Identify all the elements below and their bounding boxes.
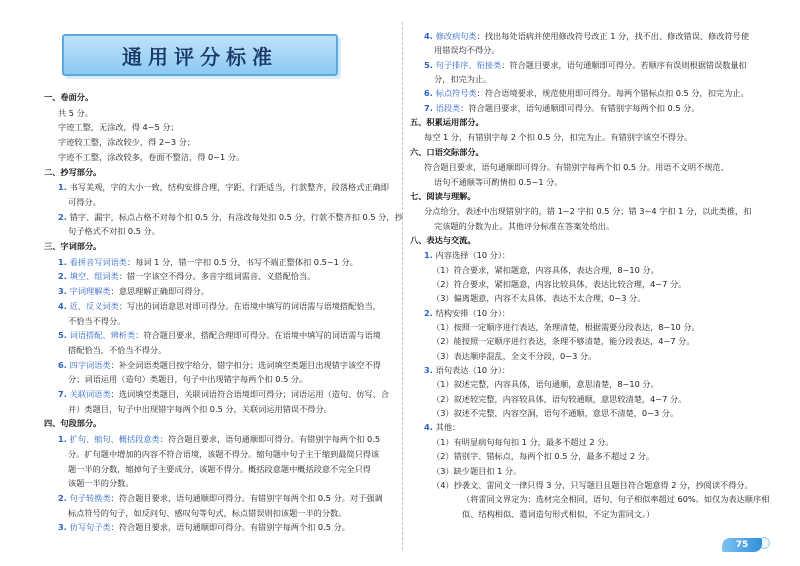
sub-item <box>432 265 659 276</box>
continuation-line <box>68 404 332 415</box>
continuation-line <box>434 221 614 232</box>
item-text: 八、表达与交流。 <box>410 234 476 245</box>
item-number: 4. <box>424 422 436 433</box>
item-category: 关联词语类 <box>69 389 111 399</box>
item-number: 5. <box>424 59 436 70</box>
sub-item <box>432 466 521 477</box>
item-category: 句子排序、衔接类 <box>435 59 502 70</box>
numbered-item <box>58 330 381 341</box>
item-number: 1. <box>58 434 70 445</box>
item-text: 标点符号的句子，如反问句、感叹句等句式，标点错误则扣该题一半的分数。 <box>68 507 347 518</box>
item-text: ：符合题目要求，语句通顺即可得分。有错别字每两个扣 0.5 分。对于强调 <box>110 492 383 503</box>
item-number: 4. <box>424 31 436 41</box>
item-text: 可得分。 <box>68 196 101 207</box>
section-heading <box>44 241 101 252</box>
item-text: 字迹工整，无涂改，得 4~5 分； <box>58 122 179 133</box>
item-text: 四、句段部分。 <box>44 418 102 429</box>
note-line <box>462 509 654 520</box>
item-text: 二、抄写部分。 <box>44 166 102 177</box>
page-number: 75 <box>722 538 762 552</box>
item-number: 2. <box>58 492 70 503</box>
numbered-item <box>58 182 389 193</box>
item-number: 7. <box>58 389 70 399</box>
continuation-line <box>68 316 125 327</box>
item-text: ：符合题目要求，语句通顺即可得分。有错别字每两个扣 0.5 分。 <box>460 102 700 113</box>
item-text: ：选词填空类题目，关联词语符合语境即可得分；词语运用（造句、仿写、合 <box>110 389 390 399</box>
numbered-item <box>58 271 315 282</box>
item-text: 用错误均不得分。 <box>434 45 500 56</box>
item-number: 6. <box>424 88 436 99</box>
continuation-line <box>68 345 166 356</box>
item-text: 搭配恰当，不恰当不得分。 <box>68 344 167 355</box>
item-text: 语句不通顺等可酌情扣 0.5~1 分。 <box>434 176 563 187</box>
paragraph-line <box>58 108 93 119</box>
paragraph-line <box>424 132 692 143</box>
item-number: 1. <box>58 182 70 193</box>
item-text: 七、阅读与理解。 <box>410 190 476 201</box>
continuation-line <box>434 177 563 188</box>
numbered-item <box>58 522 350 533</box>
item-text: 字迹不工整，涂改较多，卷面不整洁，得 0~1 分。 <box>58 151 245 162</box>
continuation-line <box>68 374 307 385</box>
item-text: 分。扩句题中增加的内容不符合语境，该题不得分。缩句题中句子主干缩到最简只得该 <box>68 448 380 459</box>
item-text: 该题一半的分数。 <box>68 478 134 489</box>
item-category: 四字词语类 <box>69 359 111 370</box>
item-text: 字迹较工整，涂改较少，得 2~3 分； <box>58 137 196 148</box>
numbered-item <box>58 257 358 268</box>
numbered-item <box>58 286 209 297</box>
section-heading <box>410 117 484 128</box>
item-number: 7. <box>424 102 436 113</box>
item-number: 1. <box>58 256 70 267</box>
section-heading <box>410 235 476 246</box>
note-line <box>462 494 769 505</box>
numbered-item <box>58 360 381 371</box>
item-category: 扩句、缩句、概括段意类 <box>69 434 160 445</box>
numbered-item <box>424 308 510 319</box>
item-number: 4. <box>58 300 70 311</box>
item-text: 题一半的分数，缩掉句子主要成分，该题不得分。概括段意题中概括段意不完全只得 <box>68 463 371 474</box>
item-text: （3）表达顺序混乱，全文不分段，0~3 分。 <box>432 350 597 361</box>
section-heading <box>44 418 101 429</box>
item-text: 六、口语交际部分。 <box>410 146 484 157</box>
item-number: 2. <box>58 211 70 222</box>
numbered-item <box>424 88 749 99</box>
item-text: （3）叙述不完整，内容空洞，语句不通顺，意思不清楚，0~3 分。 <box>432 408 679 419</box>
item-text: 并）类题目，句子中出现错字每两个扣 0.5 分，关联词运用错误不得分。 <box>68 403 332 414</box>
item-category: 修改病句类 <box>435 31 477 41</box>
item-category: 标点符号类 <box>435 88 477 99</box>
numbered-item <box>424 103 700 114</box>
item-text: 分点给分，表述中出现错别字的，错 1~2 字扣 0.5 分；错 3~4 字扣 1 分，以此类推，扣 <box>424 206 752 217</box>
item-text: 书写美观，字的大小一致，结构安排合理，字距、行距适当，行款整齐，段落格式正确即 <box>69 182 389 193</box>
continuation-line <box>434 45 500 56</box>
item-category: 句子转换类 <box>69 492 111 503</box>
item-text: （2）能按照一定顺序进行表达，条理不够清楚，能分段表达，4~7 分。 <box>432 336 695 347</box>
item-text: （1）叙述完整，内容具体，语句通顺，意思清楚，8~10 分。 <box>432 379 659 390</box>
continuation-line <box>68 226 160 237</box>
numbered-item <box>58 212 403 223</box>
item-text: 完该题的分数为止。其他评分标准在答案处给出。 <box>434 220 615 231</box>
item-text: 似、结构相似、遣词造句形式相似，不定为雷同文。） <box>462 508 655 519</box>
item-text: 分，扣完为止。 <box>434 74 492 85</box>
continuation-line <box>68 464 371 475</box>
numbered-item <box>424 365 510 376</box>
item-text: （1）有明显病句每句扣 1 分，最多不超过 2 分。 <box>432 436 614 447</box>
item-text: ：写出的词语意思对即可得分。在语境中填写的词语需与语境搭配恰当， <box>118 300 381 311</box>
item-text: ：符合语境要求，规范使用即可得分。每两个错标点扣 0.5 分，扣完为止。 <box>476 88 749 99</box>
item-text: （1）符合要求，紧扣题意，内容具体，表达合理，8~10 分。 <box>432 264 659 275</box>
sub-item <box>432 394 686 405</box>
item-text: 语句表达（10 分）： <box>435 365 511 376</box>
item-text: ：符合题目要求，语句通顺即可得分。若顺序有误则根据错误数量扣 <box>501 59 747 70</box>
sub-item <box>432 293 645 304</box>
sub-item <box>432 451 654 462</box>
paragraph-line <box>58 152 244 163</box>
item-text: （3）缺少题目扣 1 分。 <box>432 465 522 476</box>
sub-item <box>432 336 695 347</box>
item-text: 内容选择（10 分）： <box>435 250 511 261</box>
sub-item <box>432 480 753 491</box>
item-text: 句子格式不对扣 0.5 分。 <box>68 226 160 237</box>
item-text: ：符合题目要求，语句通顺即可得分。有错别字每两个扣 0.5 <box>159 434 381 445</box>
item-category: 近、反义词类 <box>69 300 119 311</box>
item-category: 词语搭配、辨析类 <box>69 330 136 341</box>
item-text: 三、字词部分。 <box>44 241 102 251</box>
page-title: 通用评分标准 <box>122 44 278 69</box>
item-text: ：错一字该空不得分。多音字组词需音、义搭配恰当。 <box>118 271 316 282</box>
item-number: 2. <box>424 307 436 318</box>
continuation-line <box>434 74 491 85</box>
numbered-item <box>424 422 460 433</box>
item-category: 字词理解类 <box>69 286 111 297</box>
item-text: 错字、漏字，标点占格不对每个扣 0.5 分，有涂改每处扣 0.5 分，行款不整齐扣 0.5 分，抄 <box>69 211 403 222</box>
section-heading <box>410 191 476 202</box>
item-text: 符合题目要求，语句通顺即可得分。有错别字每两个扣 0.5 分。用语不文明不规范、 <box>424 162 729 173</box>
item-number: 3. <box>58 522 70 533</box>
item-number: 3. <box>424 365 436 376</box>
page-title-box <box>62 34 338 76</box>
item-text: 每空 1 分，有错别字每 2 个扣 0.5 分，扣完为止。有错别字该空不得分。 <box>424 132 693 143</box>
section-heading <box>410 147 484 158</box>
sub-item <box>432 351 596 362</box>
item-text: 共 5 分。 <box>58 107 93 118</box>
sub-item <box>432 408 678 419</box>
sub-item <box>432 379 659 390</box>
item-text: 结构安排（10 分）： <box>435 307 511 318</box>
item-text: （4）抄袭文、雷同文一律只得 3 分，只写题目且题目符合题意得 2 分，抄阅读不得分。 <box>432 479 753 490</box>
sub-item <box>432 322 700 333</box>
item-text: ：符合题目要求，语句通顺即可得分。有错别字每两个扣 0.5 分。 <box>110 522 350 533</box>
continuation-line <box>68 508 346 519</box>
numbered-item <box>58 301 381 312</box>
item-category: 语段类 <box>435 102 461 113</box>
paragraph-line <box>424 206 751 217</box>
paragraph-line <box>58 122 179 133</box>
numbered-item <box>424 60 747 71</box>
section-heading <box>44 167 101 178</box>
item-text: （2）符合要求，紧扣题意，内容比较具体，表达比较合理，4~7 分。 <box>432 278 687 289</box>
item-text: （2）错别字、错标点，每两个扣 0.5 分，最多不超过 2 分。 <box>432 451 655 462</box>
item-text: ：符合题目要求，搭配合理即可得分。在语境中填写的词语需与语境 <box>135 330 381 341</box>
item-text: （1）按照一定顺序进行表达，条理清楚，根据需要分段表达，8~10 分。 <box>432 322 700 332</box>
numbered-item <box>424 250 510 261</box>
item-text: 不恰当不得分。 <box>68 315 126 326</box>
item-number: 6. <box>58 359 70 370</box>
item-number: 3. <box>58 286 70 297</box>
item-text: 分；词语运用（造句）类题目，句子中出现错字每两个扣 0.5 分。 <box>68 374 308 385</box>
numbered-item <box>58 434 380 445</box>
item-number: 2. <box>58 271 70 282</box>
numbered-item <box>424 31 749 42</box>
continuation-line <box>68 197 101 208</box>
continuation-line <box>68 449 379 460</box>
item-text: ：意思理解正确即可得分。 <box>110 286 209 297</box>
item-category: 看拼音写词语类 <box>69 256 127 267</box>
paragraph-line <box>58 137 195 148</box>
column-divider <box>402 22 403 550</box>
item-text: 其他： <box>435 422 461 433</box>
item-number: 1. <box>424 250 436 261</box>
item-text: （将雷同文界定为：选材完全相同，语句、句子相似率超过 60%。如仅为表达顺序相 <box>462 494 770 505</box>
item-text: （3）偏离题意，内容不太具体，表达不太合理，0~3 分。 <box>432 293 646 304</box>
paragraph-line <box>424 162 729 173</box>
item-text: ：补全词语类题目按字给分，错字扣分；选词填空类题目出现错字该空不得 <box>110 359 381 370</box>
item-category: 仿写句子类 <box>69 522 111 533</box>
item-text: ：每词 1 分，错一字扣 0.5 分，书写不端正整体扣 0.5~1 分。 <box>127 256 358 267</box>
item-text: （2）叙述较完整，内容较具体，语句较通顺，意思较清楚，4~7 分。 <box>432 393 687 404</box>
item-number: 5. <box>58 330 70 341</box>
sub-item <box>432 279 686 290</box>
item-category: 填空、组词类 <box>69 271 119 282</box>
item-text: 一、卷面分。 <box>44 92 94 102</box>
section-heading <box>44 92 93 103</box>
item-text: 五、积累运用部分。 <box>410 117 484 128</box>
sub-item <box>432 437 614 448</box>
item-text: ：找出每处语病并使用修改符号改正 1 分，找不出、修改错误、修改符号使 <box>476 31 750 41</box>
numbered-item <box>58 389 389 400</box>
continuation-line <box>68 478 134 489</box>
numbered-item <box>58 493 383 504</box>
